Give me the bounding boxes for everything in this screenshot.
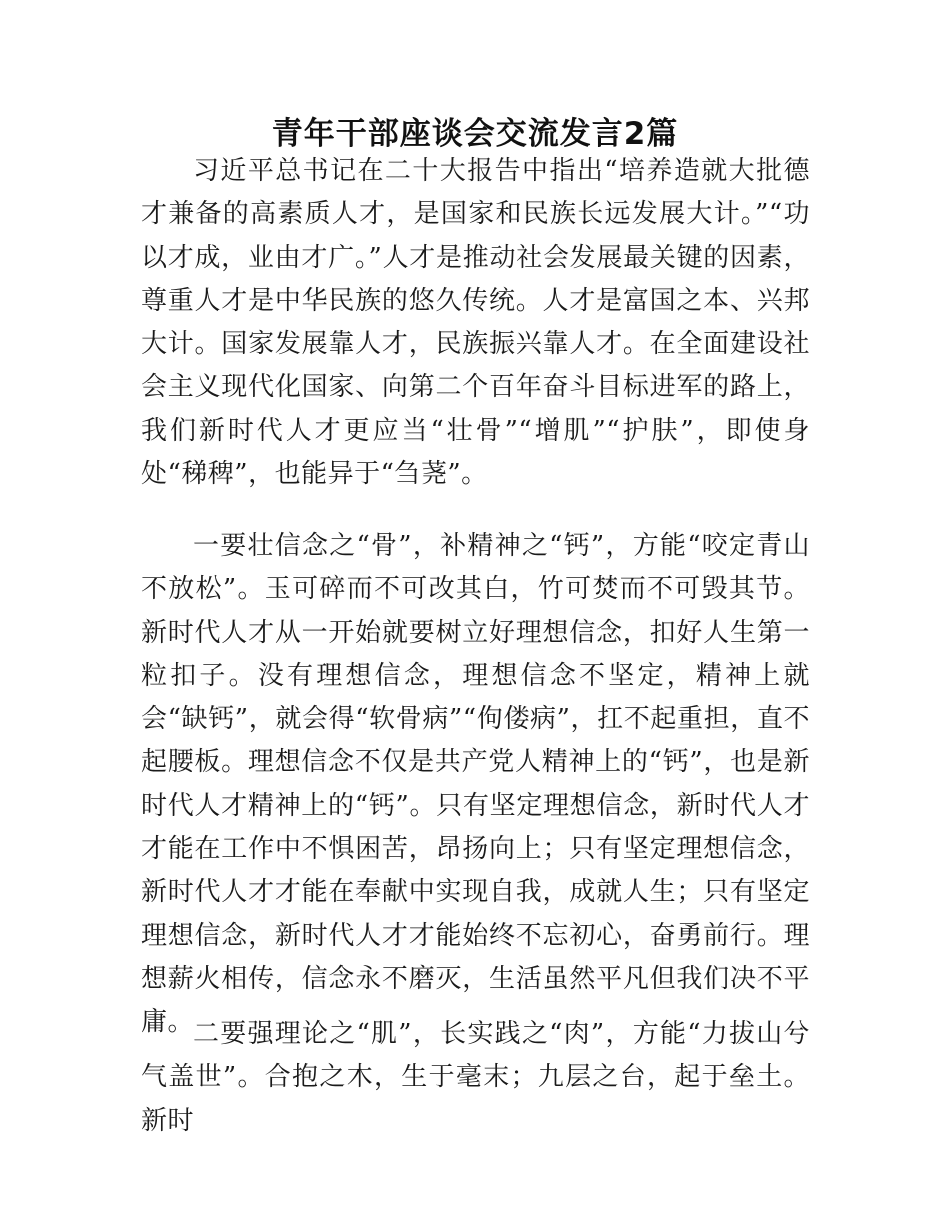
document-title: 青年干部座谈会交流发言2篇 [271, 116, 679, 152]
paragraph-3: 二要强理论之“肌”，长实践之“肉”，方能“力拔山兮气盖世”。合抱之木，生于毫末；九层之台，起于垒土。新时 [141, 1019, 810, 1136]
paragraph-1: 习近平总书记在二十大报告中指出“培养造就大批德才兼备的高素质人才，是国家和民族长远发展大计。”“功以才成，业由才广。”人才是推动社会发展最关键的因素，尊重人才是中华民族的悠久传统。人才是富国之本、兴邦大计。国家发展靠人才，民族振兴靠人才。在全面建设社会主义现代化国家、向第二个百年奋斗目标进军的路上，我们新时代人才更应当“壮骨”“增肌”“护肤”，即使身处“稊稗”，也能异于“刍荛”。 [141, 156, 810, 490]
paragraph-2: 一要壮信念之“骨”，补精神之“钙”，方能“咬定青山不放松”。玉可碎而不可改其白，竹可焚而不可毁其节。新时代人才从一开始就要树立好理想信念，扣好人生第一粒扣子。没有理想信念，理想信念不坚定，精神上就会“缺钙”，就会得“软骨病”“佝偻病”，扛不起重担，直不起腰板。理想信念不仅是共产党人精神上的“钙”，也是新时代人才精神上的“钙”。只有坚定理想信念，新时代人才才能在工作中不惧困苦，昂扬向上；只有坚定理想信念，新时代人才才能在奉献中实现自我，成就人生；只有坚定理想信念，新时代人才才能始终不忘初心，奋勇前行。理想薪火相传，信念永不磨灭，生活虽然平凡但我们决不平庸。 [141, 531, 810, 1038]
